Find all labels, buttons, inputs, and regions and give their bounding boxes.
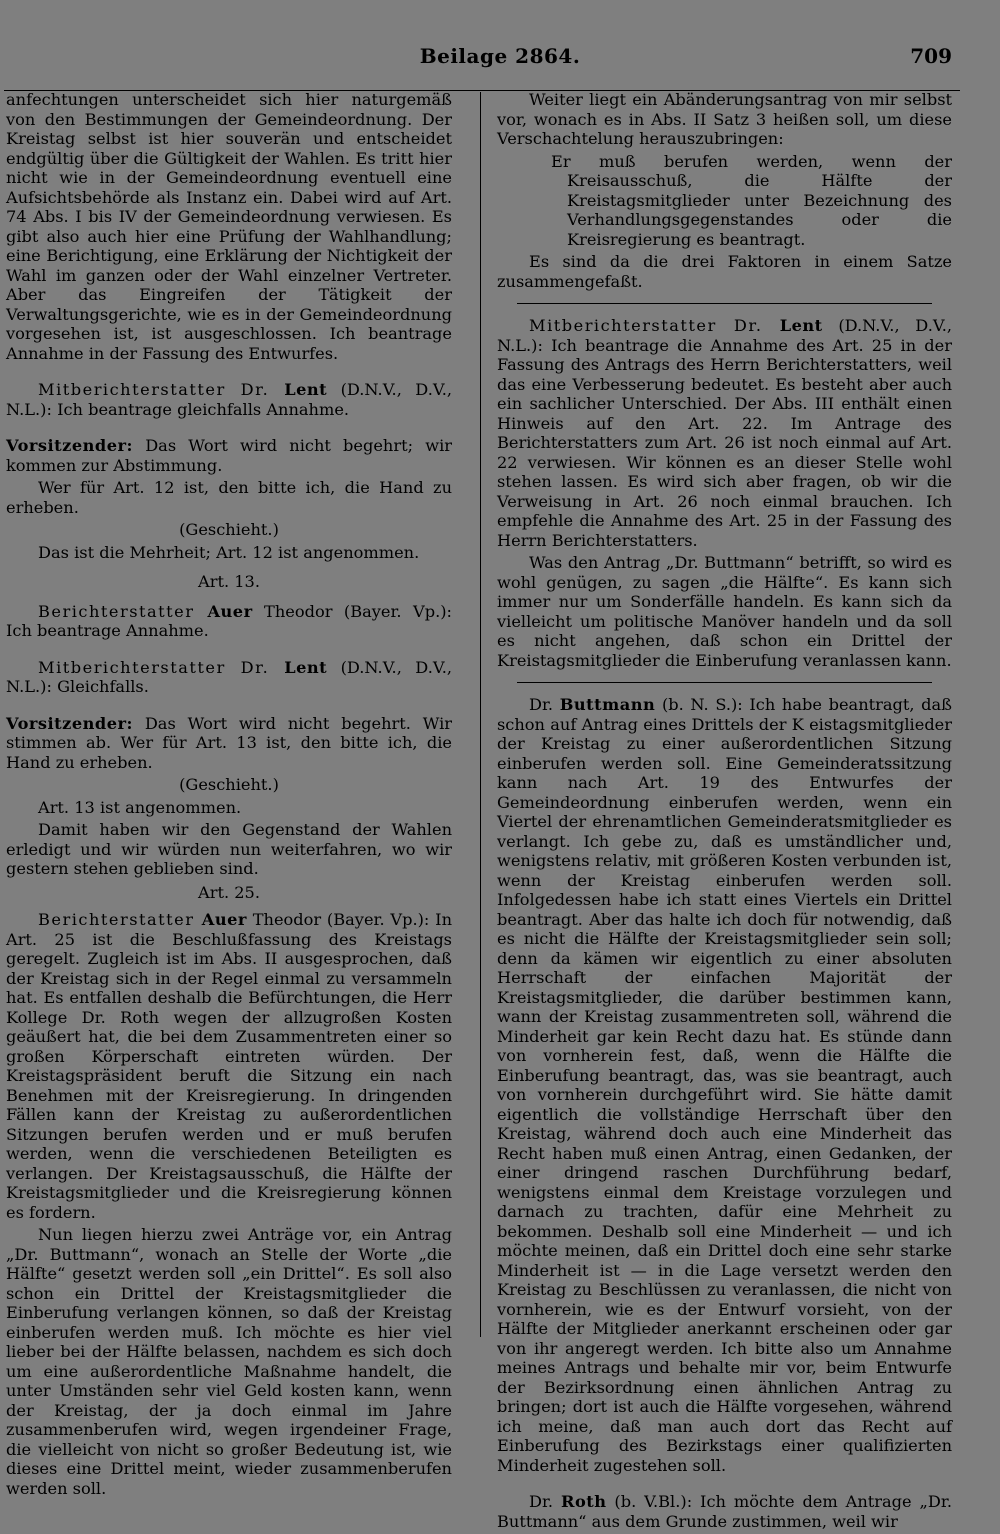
speaker-name: Lent [284, 380, 328, 399]
speaker-name: Roth [561, 1492, 607, 1511]
paragraph: Art. 13 ist angenommen. [38, 797, 242, 817]
paragraph: Weiter liegt ein Abänderungsantrag von mir selbst vor, wonach es in Abs. II Satz 3 heißen soll, um diese Verschachtelung herauszubringen: [497, 90, 952, 148]
speech: Dr. Buttmann (b. N. S.): Ich habe beantragt, daß schon auf Antrag eines Drittels der K eistagsmitglieder der Kreistag zu einer außerordentlichen Sitzung einberufen werden soll. Eine Gemeinderatssitzung kann nach Art. 19 des Entwurfes der Gemeindeordnung einberufen werden, wenn ein Viertel der ehrenamtlichen Gemeinderatsmitglieder es verlangt. Ich gebe zu, daß es umständlicher und, wenigstens relativ, mit größeren Kosten verbunden ist, wenn der Kreistag einberufen werden soll. Infolgedessen habe ich statt eines Viertels ein Drittel beantragt. Aber das halte ich doch für notwendig, daß es nicht die Hälfte der Kreistagsmitglieder sein soll; denn da kämen wir eigentlich zu einer absoluten Herrschaft der einfachen Majorität der Kreistagsmitglieder, die darüber bestimmen kann, wann der Kreistag zusammentreten soll, während die Minderheit gar kein Recht dazu hat. Es stünde dann von vornherein fest, daß, wenn die Hälfte die Einberufung beantragt, das, was sie beantragt, auch von vornherein durchgeführt wird. Sie hätte damit eigentlich die vollständige Herrschaft über den Kreistag, während doch auch eine Minderheit das Recht haben muß einen Antrag, einen Gedanken, der einer dringend raschen Durchführung bedarf, wenigstens einmal dem Kreistage vorzulegen und darnach zu trachten, dafür eine Mehrheit zu bekommen. Deshalb soll eine Minderheit — und ich möchte meinen, daß ein Drittel doch eine sehr starke Minderheit ist — in die Lage versetzt werden den Kreistag zu Beschlüssen zu veranlassen, die nicht von vornherein, wie es der Entwurf vorsieht, von der Hälfte der Mitglieder anerkannt erscheinen oder gar von ihr angeregt werden. Ich bitte also um Annahme meines Antrags und behalte mir vor, beim Entwurfe der Bezirksordnung einen ähnlichen Antrag zu bringen; dort ist auch die Hälfte vorgesehen, während ich meine, daß man auch dort das Recht auf Einberufung des Bezirkstags einer qualifizierten Minderheit zugestehen soll. [497, 695, 952, 1475]
speech: Mitberichterstatter Dr. Lent (D.N.V., D.V., N.L.): Gleichfalls. [6, 657, 452, 696]
speaker-name: Vorsitzender: [6, 713, 134, 733]
paragraph: Nun liegen hierzu zwei Anträge vor, ein Antrag „Dr. Buttmann“, wonach an Stelle der Worte „die Hälfte“ gesetzt werden soll „ein Drittel“. Es soll also schon ein Drittel der Kreistagsmitglieder die Einberufung verlangen können, so daß der Kreistag einberufen werden muß. Ich möchte es hier viel lieber bei der Hälfte belassen, nachdem es sich doch um eine außerordentliche Maßnahme handelt, die unter Umständen sehr viel Geld kosten kann, wenn der Kreistag, der ja doch einmal im Jahre zusammenberufen wird, wegen irgendeiner Frage, die vielleicht von nicht so großer Bedeutung ist, wie dieses eine Drittel meint, wieder zusammenberufen werden soll. [6, 1225, 452, 1498]
paragraph: Wer für Art. 12 ist, den bitte ich, die Hand zu erheben. [6, 478, 452, 517]
page-title: Beilage 2864. [419, 44, 581, 68]
speech: Dr. Roth (b. V.Bl.): Ich möchte dem Antrage „Dr. Buttmann“ aus dem Grunde zustimmen, weil wir [497, 1492, 952, 1531]
left-column [6, 90, 452, 1501]
speech: Berichterstatter Auer Theodor (Bayer. Vp.): In Art. 25 ist die Beschlußfassung des Kreistags geregelt. Zugleich ist im Abs. II ausgesprochen, daß der Kreistag sich in der Regel einmal zu versammeln hat. Es entfallen deshalb die Befürchtungen, die Herr Kollege Dr. Roth wegen der allzugroßen Kosten geäußert hat, die bei dem Zusammentreten einer so großen Körperschaft eintreten würden. Der Kreistagspräsident beruft die Sitzung ein nach Benehmen mit der Kreisregierung. In dringenden Fällen kann der Kreistag zu außerordentlichen Sitzungen berufen werden und er muß berufen werden, wenn die verschiedenen Beteiligten es verlangen. Der Kreistagsausschuß, die Hälfte der Kreistagsmitglieder und die Kreisregierung können es fordern. [6, 910, 452, 1222]
speech: Mitberichterstatter Dr. Lent (D.N.V., D.V., N.L.): Ich beantrage die Annahme des Art. 25 in der Fassung des Antrags des Herrn Berichterstatters, weil das eine Verbesserung bedeutet. Es besteht aber auch ein sachlicher Unterschied. Der Abs. III enthält einen Hinweis auf den Art. 22. Im Antrage des Berichterstatters zum Art. 26 ist noch einmal auf Art. 22 verwiesen. Wir können es an dieser Stelle wohl stehen lassen. Es wird sich aber fragen, ob wir die Verweisung in Art. 26 noch einmal brauchen. Ich empfehle die Annahme des Art. 25 in der Fassung des Herrn Berichterstatters. [497, 316, 952, 550]
speaker-name: Auer [207, 601, 253, 621]
speech: Mitberichterstatter Dr. Lent (D.N.V., D.V., N.L.): Ich beantrage gleichfalls Annahme. [6, 380, 452, 419]
paragraph: Es sind da die drei Faktoren in einem Satze zusammengefaßt. [497, 252, 952, 291]
section-divider [517, 303, 932, 304]
paragraph: Damit haben wir den Gegenstand der Wahlen erledigt und wir würden nun weiterfahren, wo wir gestern stehen geblieben sind. [6, 820, 452, 878]
speech: Berichterstatter Auer Theodor (Bayer. Vp.): Ich beantrage Annahme. [6, 601, 452, 640]
right-column [497, 90, 952, 1534]
page-number: 709 [910, 44, 952, 68]
speaker-name: Lent [779, 316, 823, 335]
paragraph: Das ist die Mehrheit; Art. 12 ist angenommen. [38, 542, 420, 562]
column-divider [480, 92, 481, 1337]
paragraph: anfechtungen unterscheidet sich hier naturgemäß von den Bestimmungen der Gemeindeordnung. Der Kreistag selbst ist hier souverän und entscheidet endgültig über die Gültigkeit der Wahlen. Es tritt hier nicht wie in der Gemeindeordnung eventuell eine Aufsichtsbehörde als Instanz ein. Dabei wird auf Art. 74 Abs. I bis IV der Gemeindeordnung verwiesen. Es gibt also auch hier eine Prüfung der Wahlhandlung; eine Berichtigung, eine Erklärung der Nichtigkeit der Wahl im ganzen oder der Wahl einzelner Vertreter. Aber das Eingreifen der Tätigkeit der Verwaltungsgerichte, wie es in der Gemeindeordnung vorgesehen ist, ist ausgeschlossen. Ich beantrage Annahme in der Fassung des Entwurfes. [6, 90, 452, 363]
speech: Vorsitzender: Das Wort wird nicht begehrt. Wir stimmen ab. Wer für Art. 13 ist, den bitte ich, die Hand zu erheben. [6, 713, 452, 772]
stage-direction: (Geschieht.) [179, 775, 279, 794]
paragraph: Was den Antrag „Dr. Buttmann“ betrifft, so wird es wohl genügen, zu sagen „die Hälfte“. Es kann sich immer nur um Sonderfälle handeln. Es kann sich da vielleicht um politische Manöver handeln und da soll es nicht angehen, daß schon ein Drittel der Kreistagsmitglieder die Einberufung veranlassen kann. [497, 553, 952, 670]
speaker-name: Vorsitzender: [6, 436, 134, 455]
speaker-name: Lent [284, 657, 328, 677]
article-heading: Art. 25. [198, 882, 260, 902]
page-header [0, 44, 1000, 76]
stage-direction: (Geschieht.) [179, 520, 279, 539]
speaker-name: Buttmann [559, 695, 656, 714]
section-divider [517, 682, 932, 683]
speech: Vorsitzender: Das Wort wird nicht begehrt; wir kommen zur Abstimmung. [6, 436, 452, 475]
speaker-name: Auer [201, 910, 247, 929]
quoted-amendment: Er muß berufen werden, wenn der Kreisausschuß, die Hälfte der Kreistagsmitglieder unter Bezeichnung des Verhandlungsgegenstandes oder die Kreisregierung es beantragt. [551, 151, 952, 249]
article-heading: Art. 13. [198, 572, 260, 591]
